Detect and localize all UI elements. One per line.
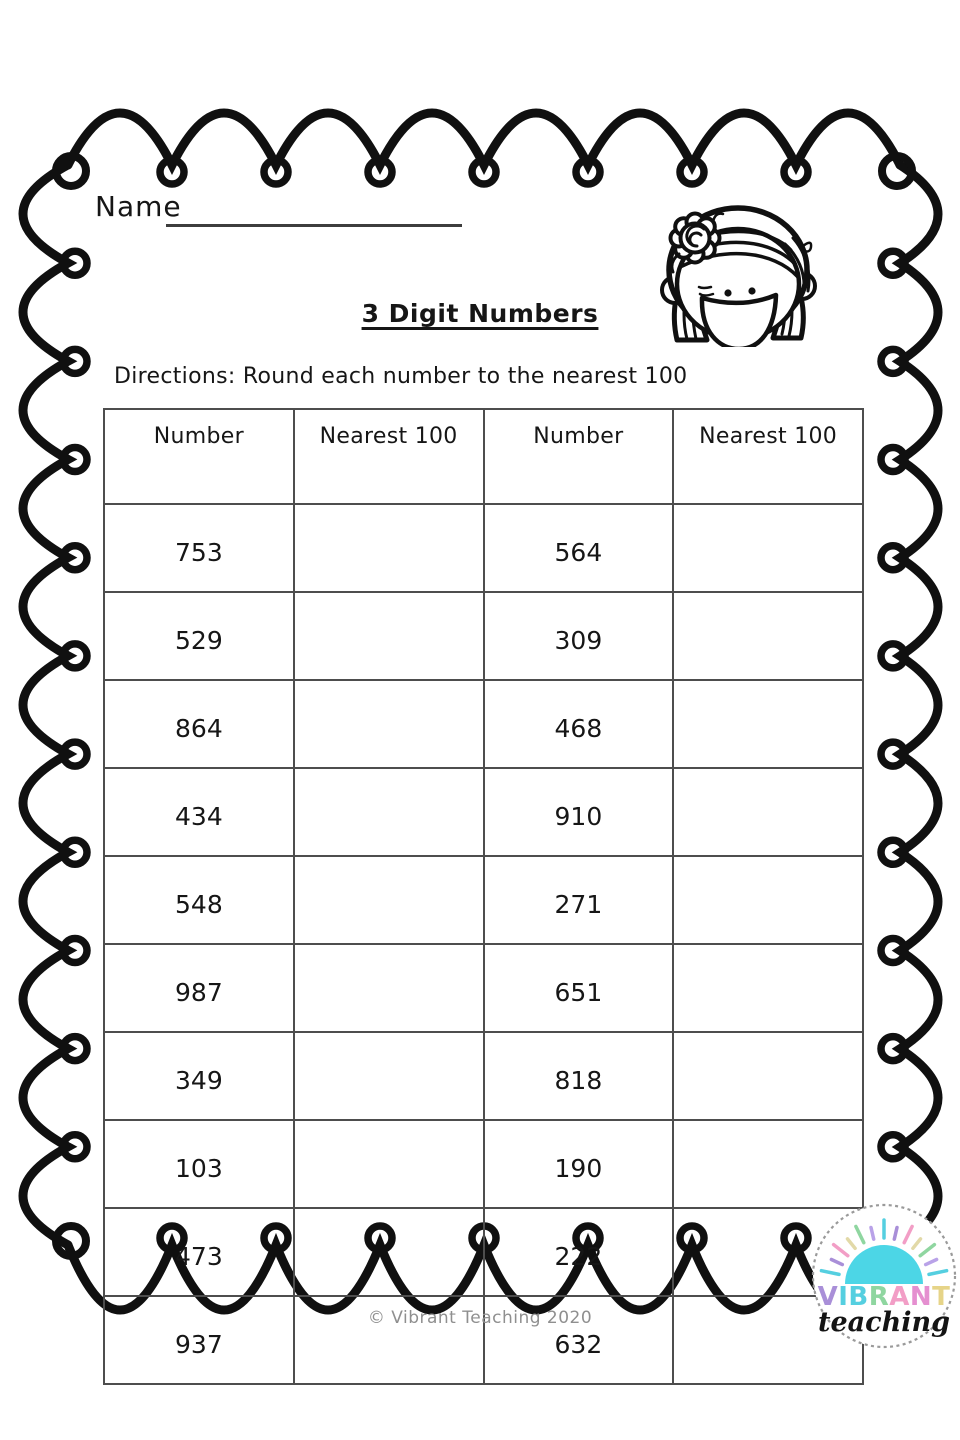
answer-cell[interactable]	[294, 944, 484, 1032]
answer-cell[interactable]	[294, 592, 484, 680]
answer-cell[interactable]	[294, 504, 484, 592]
vibrant-teaching-logo	[808, 1200, 960, 1352]
table-row	[104, 592, 863, 680]
answer-cell[interactable]	[673, 856, 863, 944]
number-cell: 864	[104, 680, 294, 768]
table-header-row	[104, 409, 863, 504]
table-row	[104, 680, 863, 768]
answer-cell[interactable]	[294, 1032, 484, 1120]
number-cell: 632	[484, 1296, 674, 1384]
logo-letter: B	[848, 1282, 869, 1312]
copyright-text: © Vibrant Teaching 2020	[367, 1308, 593, 1328]
answer-cell[interactable]	[673, 680, 863, 768]
table-row	[104, 768, 863, 856]
answer-cell[interactable]	[673, 768, 863, 856]
number-cell: 651	[484, 944, 674, 1032]
logo-letter: V	[817, 1282, 839, 1312]
number-cell: 548	[104, 856, 294, 944]
number-cell: 222	[484, 1208, 674, 1296]
table-row	[104, 856, 863, 944]
number-cell: 468	[484, 680, 674, 768]
table-row	[104, 944, 863, 1032]
answer-cell[interactable]	[673, 504, 863, 592]
table-row	[104, 504, 863, 592]
name-row	[95, 190, 182, 223]
number-cell: 753	[104, 504, 294, 592]
table-row	[104, 1120, 863, 1208]
table-row	[104, 1032, 863, 1120]
col-header-nearest-2: Nearest 100	[673, 409, 863, 504]
col-header-number-2: Number	[484, 409, 674, 504]
answer-cell[interactable]	[673, 1120, 863, 1208]
col-header-number-1: Number	[104, 409, 294, 504]
number-cell: 309	[484, 592, 674, 680]
logo-letter: A	[889, 1282, 910, 1312]
number-cell: 103	[104, 1120, 294, 1208]
number-cell: 987	[104, 944, 294, 1032]
logo-letter: I	[838, 1282, 849, 1312]
answer-cell[interactable]	[294, 856, 484, 944]
number-cell: 473	[104, 1208, 294, 1296]
col-header-nearest-1: Nearest 100	[294, 409, 484, 504]
answer-cell[interactable]	[673, 944, 863, 1032]
answer-cell[interactable]	[673, 1032, 863, 1120]
answer-cell[interactable]	[294, 768, 484, 856]
logo-subtitle: teaching	[818, 1307, 950, 1338]
directions-text: Directions: Round each number to the nearest 100	[114, 364, 688, 389]
logo-letter: N	[909, 1282, 933, 1312]
answer-cell[interactable]	[294, 1120, 484, 1208]
logo-letter: T	[932, 1282, 951, 1312]
number-cell: 564	[484, 504, 674, 592]
rounding-table	[103, 408, 864, 1385]
page-title: 3 Digit Numbers	[361, 299, 599, 328]
answer-cell[interactable]	[673, 592, 863, 680]
number-cell: 434	[104, 768, 294, 856]
girl-face-doodle	[635, 192, 845, 347]
number-cell: 910	[484, 768, 674, 856]
logo-letter: R	[868, 1282, 890, 1312]
number-cell: 349	[104, 1032, 294, 1120]
number-cell: 190	[484, 1120, 674, 1208]
number-cell: 271	[484, 856, 674, 944]
name-blank-line[interactable]	[166, 224, 462, 227]
table-row	[104, 1208, 863, 1296]
name-label: Name	[95, 190, 182, 223]
number-cell: 818	[484, 1032, 674, 1120]
answer-cell[interactable]	[294, 1208, 484, 1296]
answer-cell[interactable]	[294, 680, 484, 768]
number-cell: 937	[104, 1296, 294, 1384]
number-cell: 529	[104, 592, 294, 680]
